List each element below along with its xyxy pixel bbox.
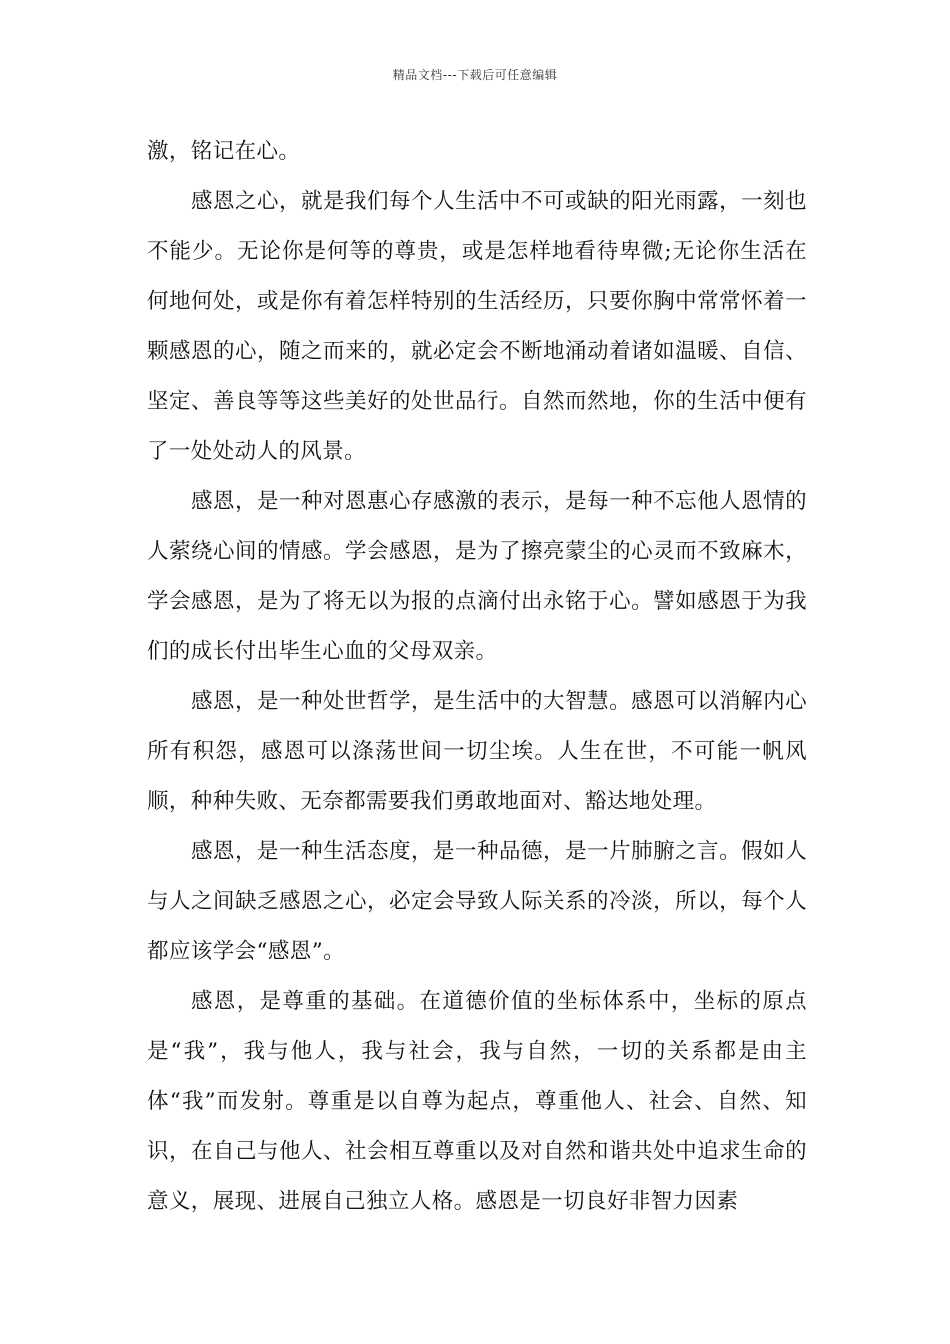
paragraph-3: 感恩，是一种对恩惠心存感激的表示，是每一种不忘他人恩情的人萦绕心间的情感。学会感恩，是为了擦亮蒙尘的心灵而不致麻木，学会感恩，是为了将无以为报的点滴付出永铭于心。譬如感恩于为我们的成长付出毕生心血的父母双亲。 bbox=[147, 489, 807, 664]
paragraph-4: 感恩，是一种处世哲学，是生活中的大智慧。感恩可以消解内心所有积怨，感恩可以涤荡世间一切尘埃。人生在世，不可能一帆风顺，种种失败、无奈都需要我们勇敢地面对、豁达地处理。 bbox=[147, 689, 807, 814]
paragraph-1: 激，铭记在心。 bbox=[147, 139, 301, 164]
paragraph-2: 感恩之心，就是我们每个人生活中不可或缺的阳光雨露，一刻也不能少。无论你是何等的尊贵，或是怎样地看待卑微;无论你生活在何地何处，或是你有着怎样特别的生活经历，只要你胸中常常怀着一颗感恩的心，随之而来的，就必定会不断地涌动着诸如温暖、自信、坚定、善良等等这些美好的处世品行。自然而然地，你的生活中便有了一处处动人的风景。 bbox=[147, 189, 807, 464]
paragraph-5: 感恩，是一种生活态度，是一种品德，是一片肺腑之言。假如人与人之间缺乏感恩之心，必定会导致人际关系的冷淡，所以，每个人都应该学会“感恩”。 bbox=[147, 839, 807, 964]
paragraph-6: 感恩，是尊重的基础。在道德价值的坐标体系中，坐标的原点是“我”，我与他人，我与社会，我与自然，一切的关系都是由主体“我”而发射。尊重是以自尊为起点，尊重他人、社会、自然、知识，在自己与他人、社会相互尊重以及对自然和谐共处中追求生命的意义，展现、进展自己独立人格。感恩是一切良好非智力因素 bbox=[147, 989, 807, 1214]
document-body bbox=[147, 127, 807, 1227]
page-header: 精品文档---下载后可任意编辑 bbox=[392, 68, 558, 82]
